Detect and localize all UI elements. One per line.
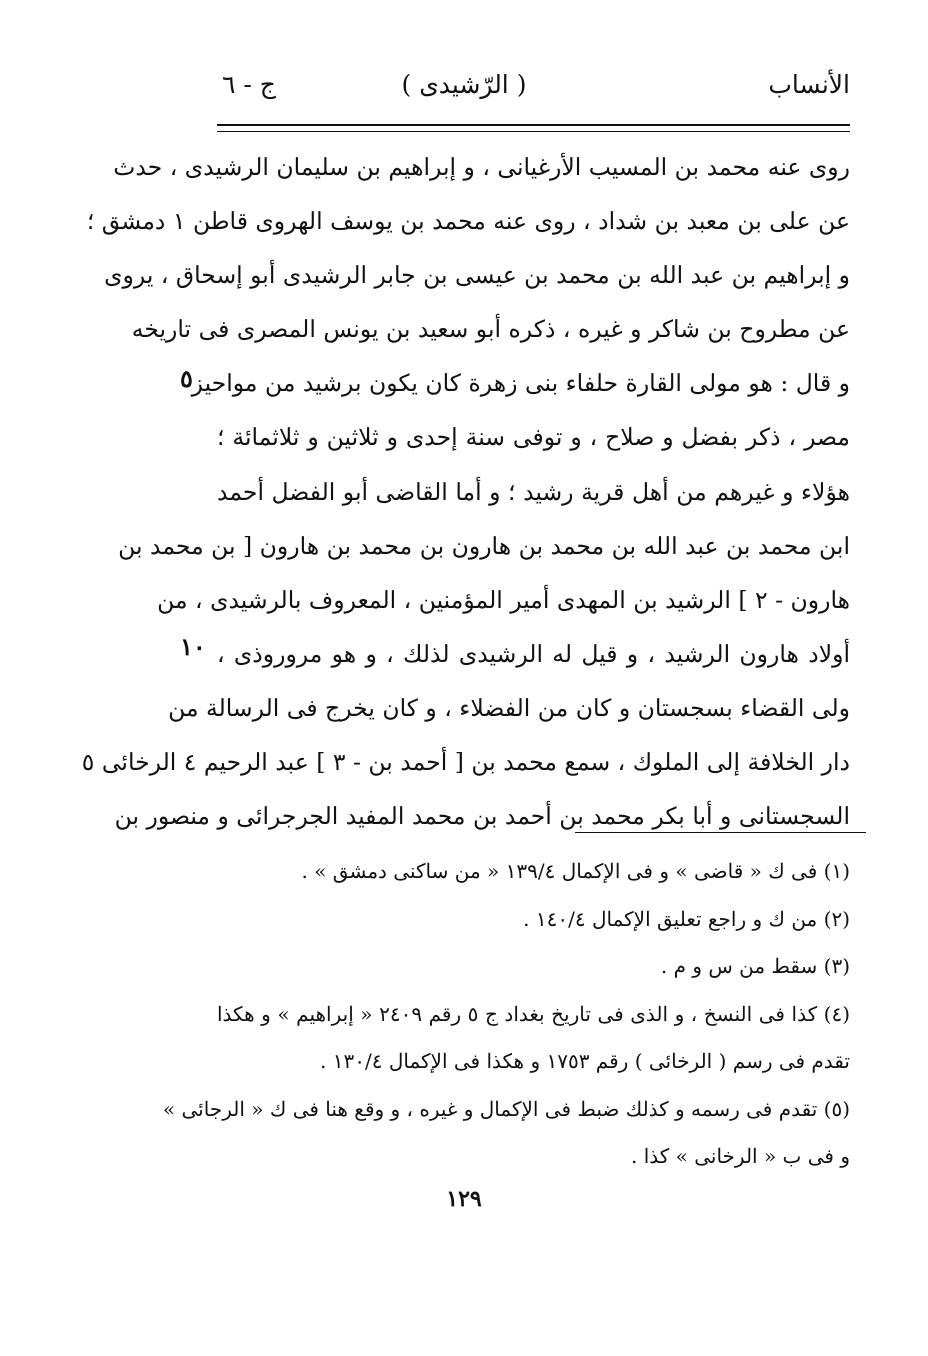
volume-label: ج - ٦ xyxy=(222,70,276,99)
text-line: دار الخلافة إلى الملوك ، سمع محمد بن [ أحمد بن - ٣ ] عبد الرحيم ٤ الرخائى ٥ xyxy=(81,748,850,777)
footnote-continuation: تقدم فى رسم ( الرخائى ) رقم ١٧٥٣ و هكذا فى الإكمال ١٣٠/٤ . xyxy=(320,1049,850,1073)
footnote: (١) فى ك « قاضى » و فى الإكمال ١٣٩/٤ « من ساكنى دمشق » . xyxy=(301,859,850,883)
footnote-separator xyxy=(575,832,866,833)
footnote: (٤) كذا فى النسخ ، و الذى فى تاريخ بغداد ج ٥ رقم ٢٤٠٩ « إبراهيم » و هكذا xyxy=(217,1001,850,1026)
footnote: (٥) تقدم فى رسمه و كذلك ضبط فى الإكمال و غيره ، و وقع هنا فى ك « الرجائى » xyxy=(162,1096,850,1121)
text-line: السجستانى و أبا بكر محمد بن أحمد بن محمد المفيد الجرجرائى و منصور بن xyxy=(114,802,850,831)
footnote: (٢) من ك و راجع تعليق الإكمال ١٤٠/٤ . xyxy=(523,906,850,931)
page-number: ١٢٩ xyxy=(446,1186,482,1212)
header-rule xyxy=(217,124,850,126)
text-line: روى عنه محمد بن المسيب الأرغيانى ، و إبراهيم بن سليمان الرشيدى ، حدث xyxy=(113,153,850,181)
text-line: هارون - ٢ ] الرشيد بن المهدى أمير المؤمنين ، المعروف بالرشيدى ، من xyxy=(157,585,850,614)
header-rule-thin xyxy=(217,131,850,132)
footnotes xyxy=(162,848,850,1181)
text-line: و إبراهيم بن عبد الله بن محمد بن عيسى بن جابر الرشيدى أبو إسحاق ، يروى xyxy=(104,261,850,290)
line-number-10: ١٠ xyxy=(180,632,206,661)
footnote-continuation: و فى ب « الرخانى » كذا . xyxy=(630,1144,850,1168)
section-title: ( الرّشيدى ) xyxy=(401,70,527,99)
text-line: عن على بن معبد بن شداد ، روى عنه محمد بن يوسف الهروى قاطن ١ دمشق ؛ xyxy=(86,207,850,236)
text-line: عن مطروح بن شاكر و غيره ، ذكره أبو سعيد بن يونس المصرى فى تاريخه xyxy=(131,315,850,344)
footnote: (٣) سقط من س و م . xyxy=(660,954,850,978)
text-line: ابن محمد بن عبد الله بن محمد بن هارون بن محمد بن هارون [ بن محمد بن xyxy=(118,531,850,560)
text-line: مصر ، ذكر بفضل و صلاح ، و توفى سنة إحدى و ثلاثين و ثلاثمائة ؛ xyxy=(217,423,850,452)
running-title: الأنساب xyxy=(768,70,850,99)
line-number-5: ٥ xyxy=(180,364,193,393)
text-line: أولاد هارون الرشيد ، و قيل له الرشيدى لذلك ، و هو مروروذى ، xyxy=(217,639,850,668)
text-line: ولى القضاء بسجستان و كان من الفضلاء ، و كان يخرج فى الرسالة من xyxy=(168,693,850,722)
text-line: و قال : هو مولى القارة حلفاء بنى زهرة كان يكون برشيد من مواحيز xyxy=(191,369,850,398)
text-line: هؤلاء و غيرهم من أهل قرية رشيد ؛ و أما القاضى أبو الفضل أحمد xyxy=(217,477,850,506)
